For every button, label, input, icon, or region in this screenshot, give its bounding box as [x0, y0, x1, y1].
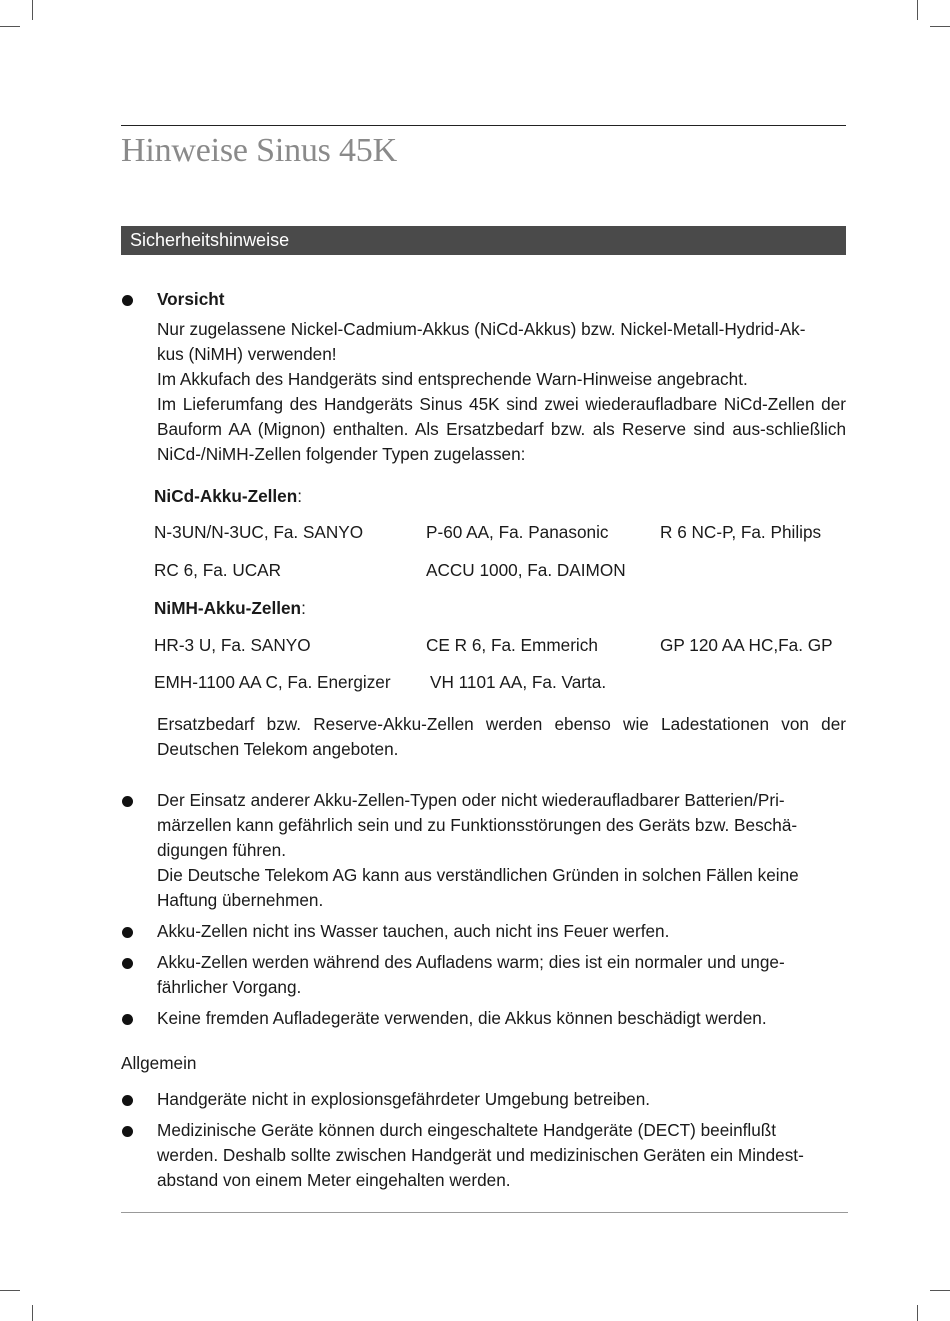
bullet-icon — [122, 958, 133, 969]
section-title-bar: Sicherheitshinweise — [121, 226, 846, 255]
table-cell: ACCU 1000, Fa. DAIMON — [426, 560, 626, 580]
table-cell: GP 120 AA HC,Fa. GP — [660, 635, 833, 655]
list-item — [121, 950, 846, 1000]
colon: : — [297, 486, 303, 506]
list-text: Akku-Zellen werden während des Aufladens warm; dies ist ein normaler und unge- — [157, 952, 785, 972]
page-title: Hinweise Sinus 45K — [121, 132, 397, 169]
table-cell: P-60 AA, Fa. Panasonic — [426, 522, 609, 542]
caution-text: Nur zugelassene Nickel-Cadmium-Akkus (NiCd-Akkus) bzw. Nickel-Metall-Hydrid-Ak- — [157, 319, 806, 339]
list-item — [121, 1006, 846, 1031]
list-text: Akku-Zellen nicht ins Wasser tauchen, auch nicht ins Feuer werfen. — [157, 921, 670, 941]
list-text: Keine fremden Aufladegeräte verwenden, die Akkus können beschädigt werden. — [157, 1008, 767, 1028]
crop-mark — [917, 0, 918, 20]
nimh-label-line — [154, 596, 306, 621]
nicd-label: NiCd-Akku-Zellen — [154, 486, 298, 506]
bullet-icon — [122, 295, 133, 306]
list-item — [121, 287, 846, 467]
table-cell: R 6 NC-P, Fa. Philips — [660, 522, 822, 542]
colon: : — [301, 598, 306, 618]
footer-rule — [121, 1212, 848, 1213]
caution-text: Im Akkufach des Handgeräts sind entsprechende Warn-Hinweise angebracht. — [157, 369, 748, 389]
caution-section — [121, 287, 846, 467]
nicd-label-line — [154, 484, 302, 509]
list-text: Handgeräte nicht in explosionsgefährdeter Umgebung betreiben. — [157, 1089, 651, 1109]
list-item — [121, 1087, 846, 1112]
bullet-icon — [122, 1014, 133, 1025]
bullet-icon — [122, 1126, 133, 1137]
list-text: märzellen kann gefährlich sein und zu Funktionsstörungen des Geräts bzw. Beschä- — [157, 815, 798, 835]
caution-text: Im Lieferumfang des Handgeräts Sinus 45K sind zwei wiederaufladbare NiCd-Zellen der Bauform AA (Mignon) enthalten. Als Ersatzbedarf bzw. als Reserve sind aus-schließlich NiCd-/NiMH-Zellen folgender Typen zugelassen: — [157, 394, 846, 464]
bullet-icon — [122, 796, 133, 807]
crop-mark — [32, 0, 33, 20]
crop-mark — [930, 1290, 950, 1291]
table-cell: N-3UN/N-3UC, Fa. SANYO — [154, 522, 364, 542]
table-cell: RC 6, Fa. UCAR — [154, 560, 282, 580]
bullet-icon — [122, 927, 133, 938]
list-text: Der Einsatz anderer Akku-Zellen-Typen oder nicht wiederaufladbarer Batterien/Pri- — [157, 790, 785, 810]
list-item — [121, 1118, 846, 1193]
caution-heading: Vorsicht — [157, 289, 225, 309]
crop-mark — [0, 1290, 20, 1291]
list-text: Haftung übernehmen. — [157, 890, 324, 910]
nimh-label: NiMH-Akku-Zellen — [154, 598, 302, 618]
list-item — [121, 788, 846, 913]
list-text: Die Deutsche Telekom AG kann aus verständlichen Gründen in solchen Fällen keine — [157, 865, 799, 885]
safety-list — [121, 788, 846, 1031]
table-cell: CE R 6, Fa. Emmerich — [426, 635, 598, 655]
list-item — [121, 919, 846, 944]
replacement-note: Ersatzbedarf bzw. Reserve-Akku-Zellen werden ebenso wie Ladestationen von der Deutschen Telekom angeboten. — [157, 714, 846, 759]
crop-mark — [32, 1305, 33, 1321]
replacement-section — [121, 712, 846, 762]
table-cell: VH 1101 AA, Fa. Varta. — [430, 672, 607, 692]
table-cell: EMH-1100 AA C, Fa. Energizer — [154, 672, 391, 692]
list-text: werden. Deshalb sollte zwischen Handgerät und medizinischen Geräten ein Mindest- — [157, 1145, 804, 1165]
crop-mark — [917, 1305, 918, 1321]
list-text: Medizinische Geräte können durch eingeschaltete Handgeräte (DECT) beeinflußt — [157, 1120, 777, 1140]
crop-mark — [930, 26, 950, 27]
list-text: fährlicher Vorgang. — [157, 977, 302, 997]
table-cell: HR-3 U, Fa. SANYO — [154, 635, 311, 655]
page-header — [121, 125, 846, 170]
list-text: digungen führen. — [157, 840, 287, 860]
crop-mark — [0, 26, 20, 27]
list-text: abstand von einem Meter eingehalten werden. — [157, 1170, 511, 1190]
bullet-icon — [122, 1095, 133, 1106]
general-section — [121, 1051, 846, 1193]
battery-types — [154, 484, 854, 704]
caution-text: kus (NiMH) verwenden! — [157, 344, 337, 364]
general-heading: Allgemein — [121, 1053, 197, 1073]
